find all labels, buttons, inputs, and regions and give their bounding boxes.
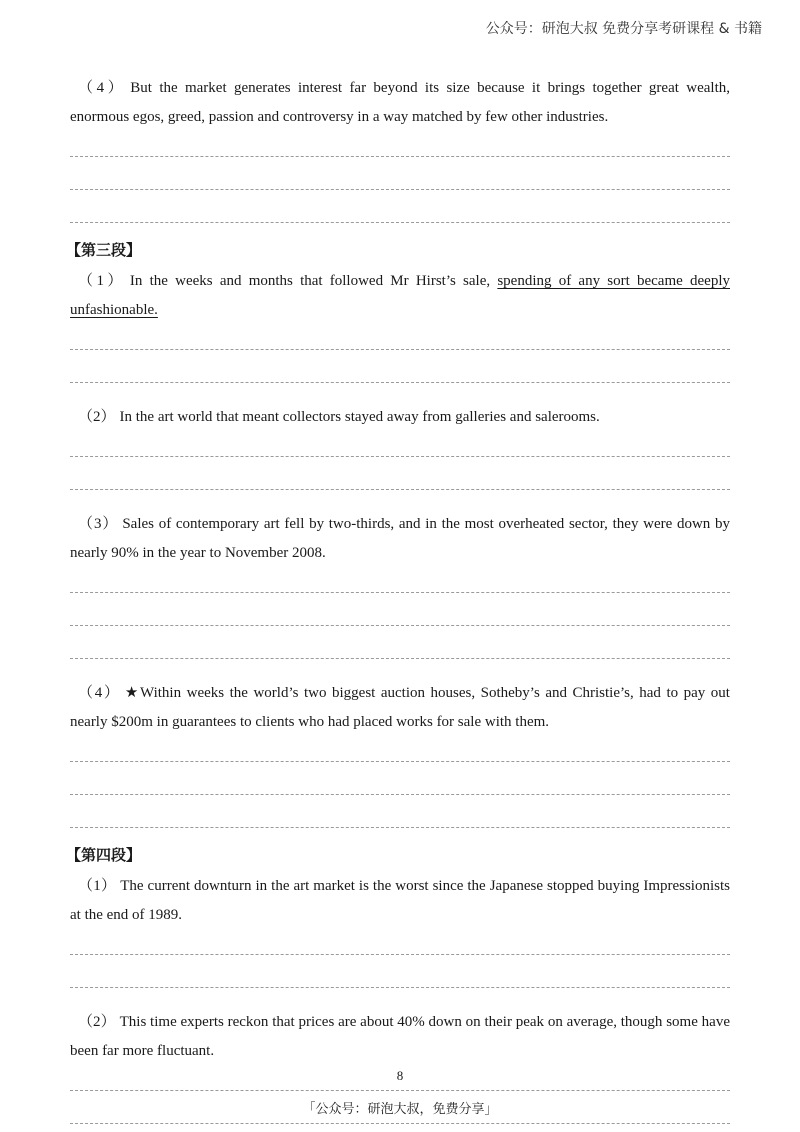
sentence-text: （4） ★Within weeks the world’s two biggest auction houses, Sotheby’s and Christie’s, had to pay out nearly $200m in guarantees to clients who had placed works for sale with them.	[70, 685, 730, 730]
page-number: 8	[396, 1068, 404, 1083]
sentence-block	[70, 403, 730, 490]
answer-line[interactable]	[70, 156, 730, 157]
answer-line[interactable]	[70, 827, 730, 828]
sentence-text: （4） But the market generates interest far beyond its size because it brings together great wealth, enormous egos, greed, passion and controversy in a way matched by few other industries.	[70, 80, 730, 125]
answer-line[interactable]	[70, 794, 730, 795]
answer-line[interactable]	[70, 625, 730, 626]
section-title: 【第三段】	[66, 241, 142, 259]
sentence-text: （1） The current downturn in the art market is the worst since the Japanese stopped buying Impressionists at the end of 1989.	[70, 878, 730, 923]
sentence-block	[70, 267, 730, 383]
answer-line[interactable]	[70, 761, 730, 762]
sentence-block	[70, 510, 730, 659]
answer-line[interactable]	[70, 1090, 730, 1091]
answer-line[interactable]	[70, 456, 730, 457]
sentence-text: （2） In the art world that meant collectors stayed away from galleries and salerooms.	[78, 409, 600, 425]
header-watermark-note: 公众号：研泡大叔 免费分享考研课程 & 书籍	[485, 21, 762, 37]
answer-line[interactable]	[70, 987, 730, 988]
sentence-text: （3） Sales of contemporary art fell by two-thirds, and in the most overheated sector, they were down by nearly 90% in the year to November 2008.	[70, 516, 730, 561]
footer-watermark-note: 「公众号：研泡大叔，免费分享」	[302, 1102, 498, 1117]
answer-line[interactable]	[70, 658, 730, 659]
sentence-block	[70, 74, 730, 223]
sentence-text: （1） In the weeks and months that followed Mr Hirst’s sale, spending of any sort became deeply unfashionable.	[70, 273, 730, 318]
answer-line[interactable]	[70, 189, 730, 190]
answer-line[interactable]	[70, 1123, 730, 1124]
sentence-block	[70, 679, 730, 828]
answer-line[interactable]	[70, 222, 730, 223]
sentence-block	[70, 872, 730, 988]
sentence-text: （2） This time experts reckon that prices are about 40% down on their peak on average, though some have been far more fluctuant.	[70, 1014, 730, 1059]
underlined-phrase: spending of any sort became deeply unfashionable.	[70, 273, 730, 318]
answer-line[interactable]	[70, 349, 730, 350]
answer-line[interactable]	[70, 382, 730, 383]
star-icon: ★	[124, 685, 141, 701]
answer-line[interactable]	[70, 592, 730, 593]
answer-line[interactable]	[70, 489, 730, 490]
answer-line[interactable]	[70, 954, 730, 955]
section-title: 【第四段】	[66, 846, 142, 864]
content-area	[66, 74, 730, 1124]
